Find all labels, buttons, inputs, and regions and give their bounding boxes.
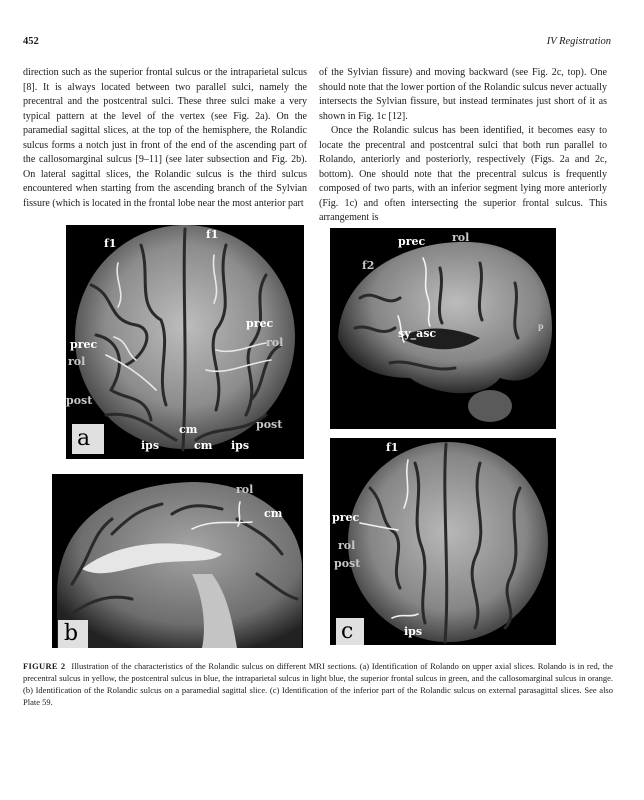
running-head	[23, 36, 611, 52]
label-prec: prec	[70, 338, 98, 351]
label-post: post	[334, 557, 361, 570]
figure-panel-a	[66, 225, 304, 459]
label-ips: ips	[141, 439, 160, 452]
label-ips: ips	[404, 625, 423, 638]
figure-label: FIGURE 2	[23, 661, 66, 671]
label-post: post	[66, 394, 93, 407]
label-f2: f2	[362, 259, 375, 272]
label-cm: cm	[264, 507, 283, 520]
label-rol: rol	[338, 539, 356, 552]
label-f1: f1	[104, 237, 117, 250]
label-rol: rol	[266, 336, 284, 349]
label-ips: ips	[231, 439, 250, 452]
paragraph: Once the Rolandic sulcus has been identified, it becomes easy to locate the precentral and postcentral sulci that both run parallel to Rolando, anteriorly and posteriorly, respectively (Figs. 2a and 2c, bottom). One should note that the precentral sulcus is frequently composed of two parts, with an inferior segment lying more anteriorly (Fig. 1c) and often intersecting the superior frontal sulcus. This arrangement is	[319, 125, 607, 224]
label-cm: cm	[179, 423, 198, 436]
label-rol: rol	[68, 355, 86, 368]
paragraph: direction such as the superior frontal sulcus or the intraparietal sulcus [8]. It is always located between two parallel sulci, namely the precentral and the postcentral sulci. These three sulci make a very typical pattern at the level of the vertex (see Fig. 2a). On the paramedial sagittal slices, at the top of the hemisphere, the Rolandic sulcus forms a notch just in front of the end of the ascending part of the callosomarginal sulcus [9–11] (see later subsection and Fig. 2b). On lateral sagittal slices, the Rolandic sulcus is the third sulcus encountered when starting from the ascending branch of the Sylvian fissure (which is located in the frontal lobe near the most anterior part	[23, 67, 307, 209]
caption-text: Illustration of the characteristics of the Rolandic sulcus on different MRI sections. (a) Identification of Rolando on upper axial slices. Rolando is in red, the precentral sulcus in yellow, the postcentral sulcus in blue, the intraparietal sulcus in light blue, the superior frontal sulcus in green, and the callosomarginal sulcus in orange. (b) Identification of the Rolandic sulcus on a paramedial sagittal slice. (c) Identification of the inferior part of the Rolandic sulcus on external parasagittal slices. See also Plate 59.	[23, 661, 613, 707]
label-post: post	[256, 418, 283, 431]
label-prec: prec	[398, 235, 426, 248]
paragraph: of the Sylvian fissure) and moving backward (see Fig. 2c, top). One should note that the lower portion of the Rolandic sulcus never actually intersects the Sylvian fissure, but instead terminates just short of it as shown in Fig. 1c [12].	[319, 67, 607, 122]
label-prec: prec	[246, 317, 274, 330]
figure-panel-c-top	[330, 228, 556, 429]
body-right-column	[319, 66, 607, 226]
label-p: p	[538, 321, 544, 331]
label-f1: f1	[206, 228, 219, 241]
panel-letter-c: c	[341, 619, 354, 644]
panel-letter-a: a	[77, 426, 91, 451]
label-rol: rol	[236, 483, 254, 496]
figure-caption	[23, 660, 613, 708]
axial-mri-image	[330, 438, 556, 645]
label-f1: f1	[386, 441, 399, 454]
figure-panel-c-bottom	[330, 438, 556, 645]
panel-letter-b: b	[64, 621, 79, 646]
label-rol: rol	[452, 231, 470, 244]
label-cm: cm	[194, 439, 213, 452]
page-number: 452	[23, 36, 39, 47]
section-title: IV Registration	[546, 36, 611, 47]
label-prec: prec	[332, 511, 360, 524]
body-left-column	[23, 66, 307, 211]
label-sy-asc: sy_asc	[398, 327, 437, 340]
sagittal-mri-image	[52, 474, 303, 648]
figure-panel-b	[52, 474, 303, 648]
